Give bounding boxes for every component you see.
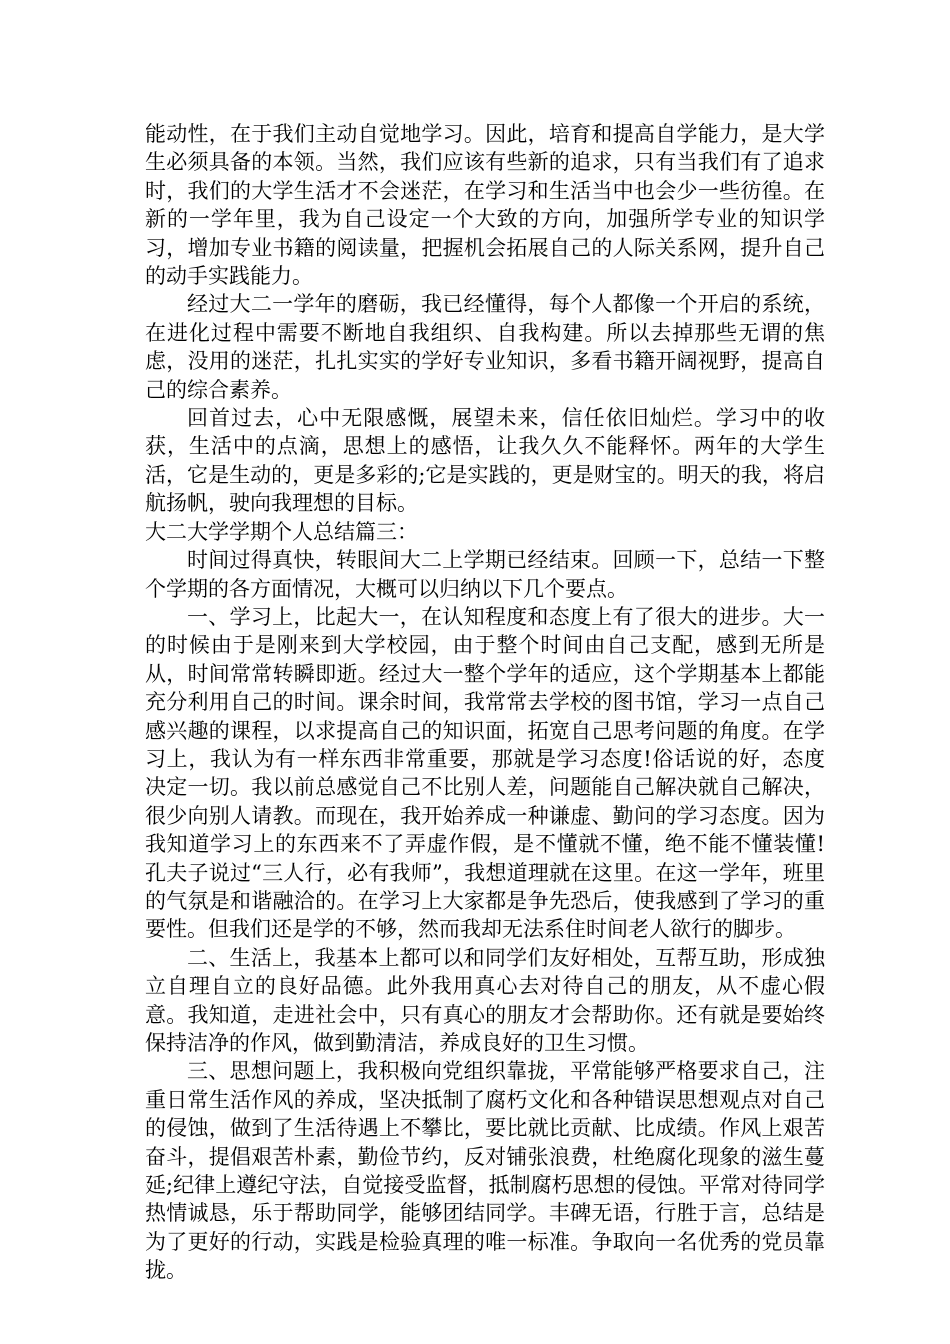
paragraph-reflection: 经过大二一学年的磨砺，我已经懂得，每个人都像一个开启的系统，在进化过程中需要不断地自我组织、自我构建。所以去掉那些无谓的焦虑，没用的迷茫，扎扎实实的学好专业知识，多看书籍开阔视野，提高自己的综合素养。 (145, 292, 825, 402)
paragraph-continuation: 能动性，在于我们主动自觉地学习。因此，培育和提高自学能力，是大学生必须具备的本领。当然，我们应该有些新的追求，只有当我们有了追求时，我们的大学生活才不会迷茫，在学习和生活当中也会少一些彷徨。在新的一学年里，我为自己设定一个大致的方向，加强所学专业的知识学习，增加专业书籍的阅读量，把握机会拓展自己的人际关系网，提升自己的动手实践能力。 (145, 122, 825, 289)
paragraph-study: 一、学习上，比起大一，在认知程度和态度上有了很大的进步。大一的时候由于是刚来到大学校园，由于整个时间由自己支配，感到无所是从，时间常常转瞬即逝。经过大一整个学年的适应，这个学期基本上都能充分利用自己的时间。课余时间，我常常去学校的图书馆，学习一点自己感兴趣的课程，以求提高自己的知识面，拓宽自己思考问题的角度。在学习上，我认为有一样东西非常重要，那就是学习态度!俗话说的好，态度决定一切。我以前总感觉自己不比别人差，问题能自己解决就自己解决，很少向别人请教。而现在，我开始养成一种谦虚、勤问的学习态度。因为我知道学习上的东西来不了弄虚作假，是不懂就不懂，绝不能不懂装懂!孔夫子说过“三人行，必有我师”，我想道理就在这里。在这一学年，班里的气氛是和谐融洽的。在学习上大家都是争先恐后，使我感到了学习的重要性。但我们还是学的不够，然而我却无法系住时间老人欲行的脚步。 (145, 604, 825, 942)
paragraph-thought: 三、思想问题上，我积极向党组织靠拢，平常能够严格要求自己，注重日常生活作风的养成，坚决抵制了腐朽文化和各种错误思想观点对自己的侵蚀，做到了生活待遇上不攀比，要比就比贡献、比成绩。作风上艰苦奋斗，提倡艰苦朴素，勤俭节约，反对铺张浪费，杜绝腐化现象的滋生蔓延;纪律上遵纪守法，自觉接受监督，抵制腐朽思想的侵蚀。平常对待同学热情诚恳，乐于帮助同学，能够团结同学。丰碑无语，行胜于言，总结是为了更好的行动，实践是检验真理的唯一标准。争取向一名优秀的党员靠拢。 (145, 1059, 825, 1283)
document-body (145, 120, 825, 1285)
paragraph-looking-back: 回首过去，心中无限感慨，展望未来，信任依旧灿烂。学习中的收获，生活中的点滴，思想上的感悟，让我久久不能释怀。两年的大学生活，它是生动的，更是多彩的;它是实践的，更是财宝的。明天的我，将启航扬帆，驶向我理想的目标。 (145, 406, 825, 516)
paragraph-intro: 时间过得真快，转眼间大二上学期已经结束。回顾一下，总结一下整个学期的各方面情况，大概可以归纳以下几个要点。 (145, 548, 825, 601)
section-heading: 大二大学学期个人总结篇三： (145, 519, 418, 544)
paragraph-life: 二、生活上，我基本上都可以和同学们友好相处，互帮互助，形成独立自理自立的良好品德。此外我用真心去对待自己的朋友，从不虚心假意。我知道，走进社会中，只有真心的朋友才会帮助你。还有就是要始终保持洁净的作风，做到勤清洁，养成良好的卫生习惯。 (145, 945, 825, 1055)
